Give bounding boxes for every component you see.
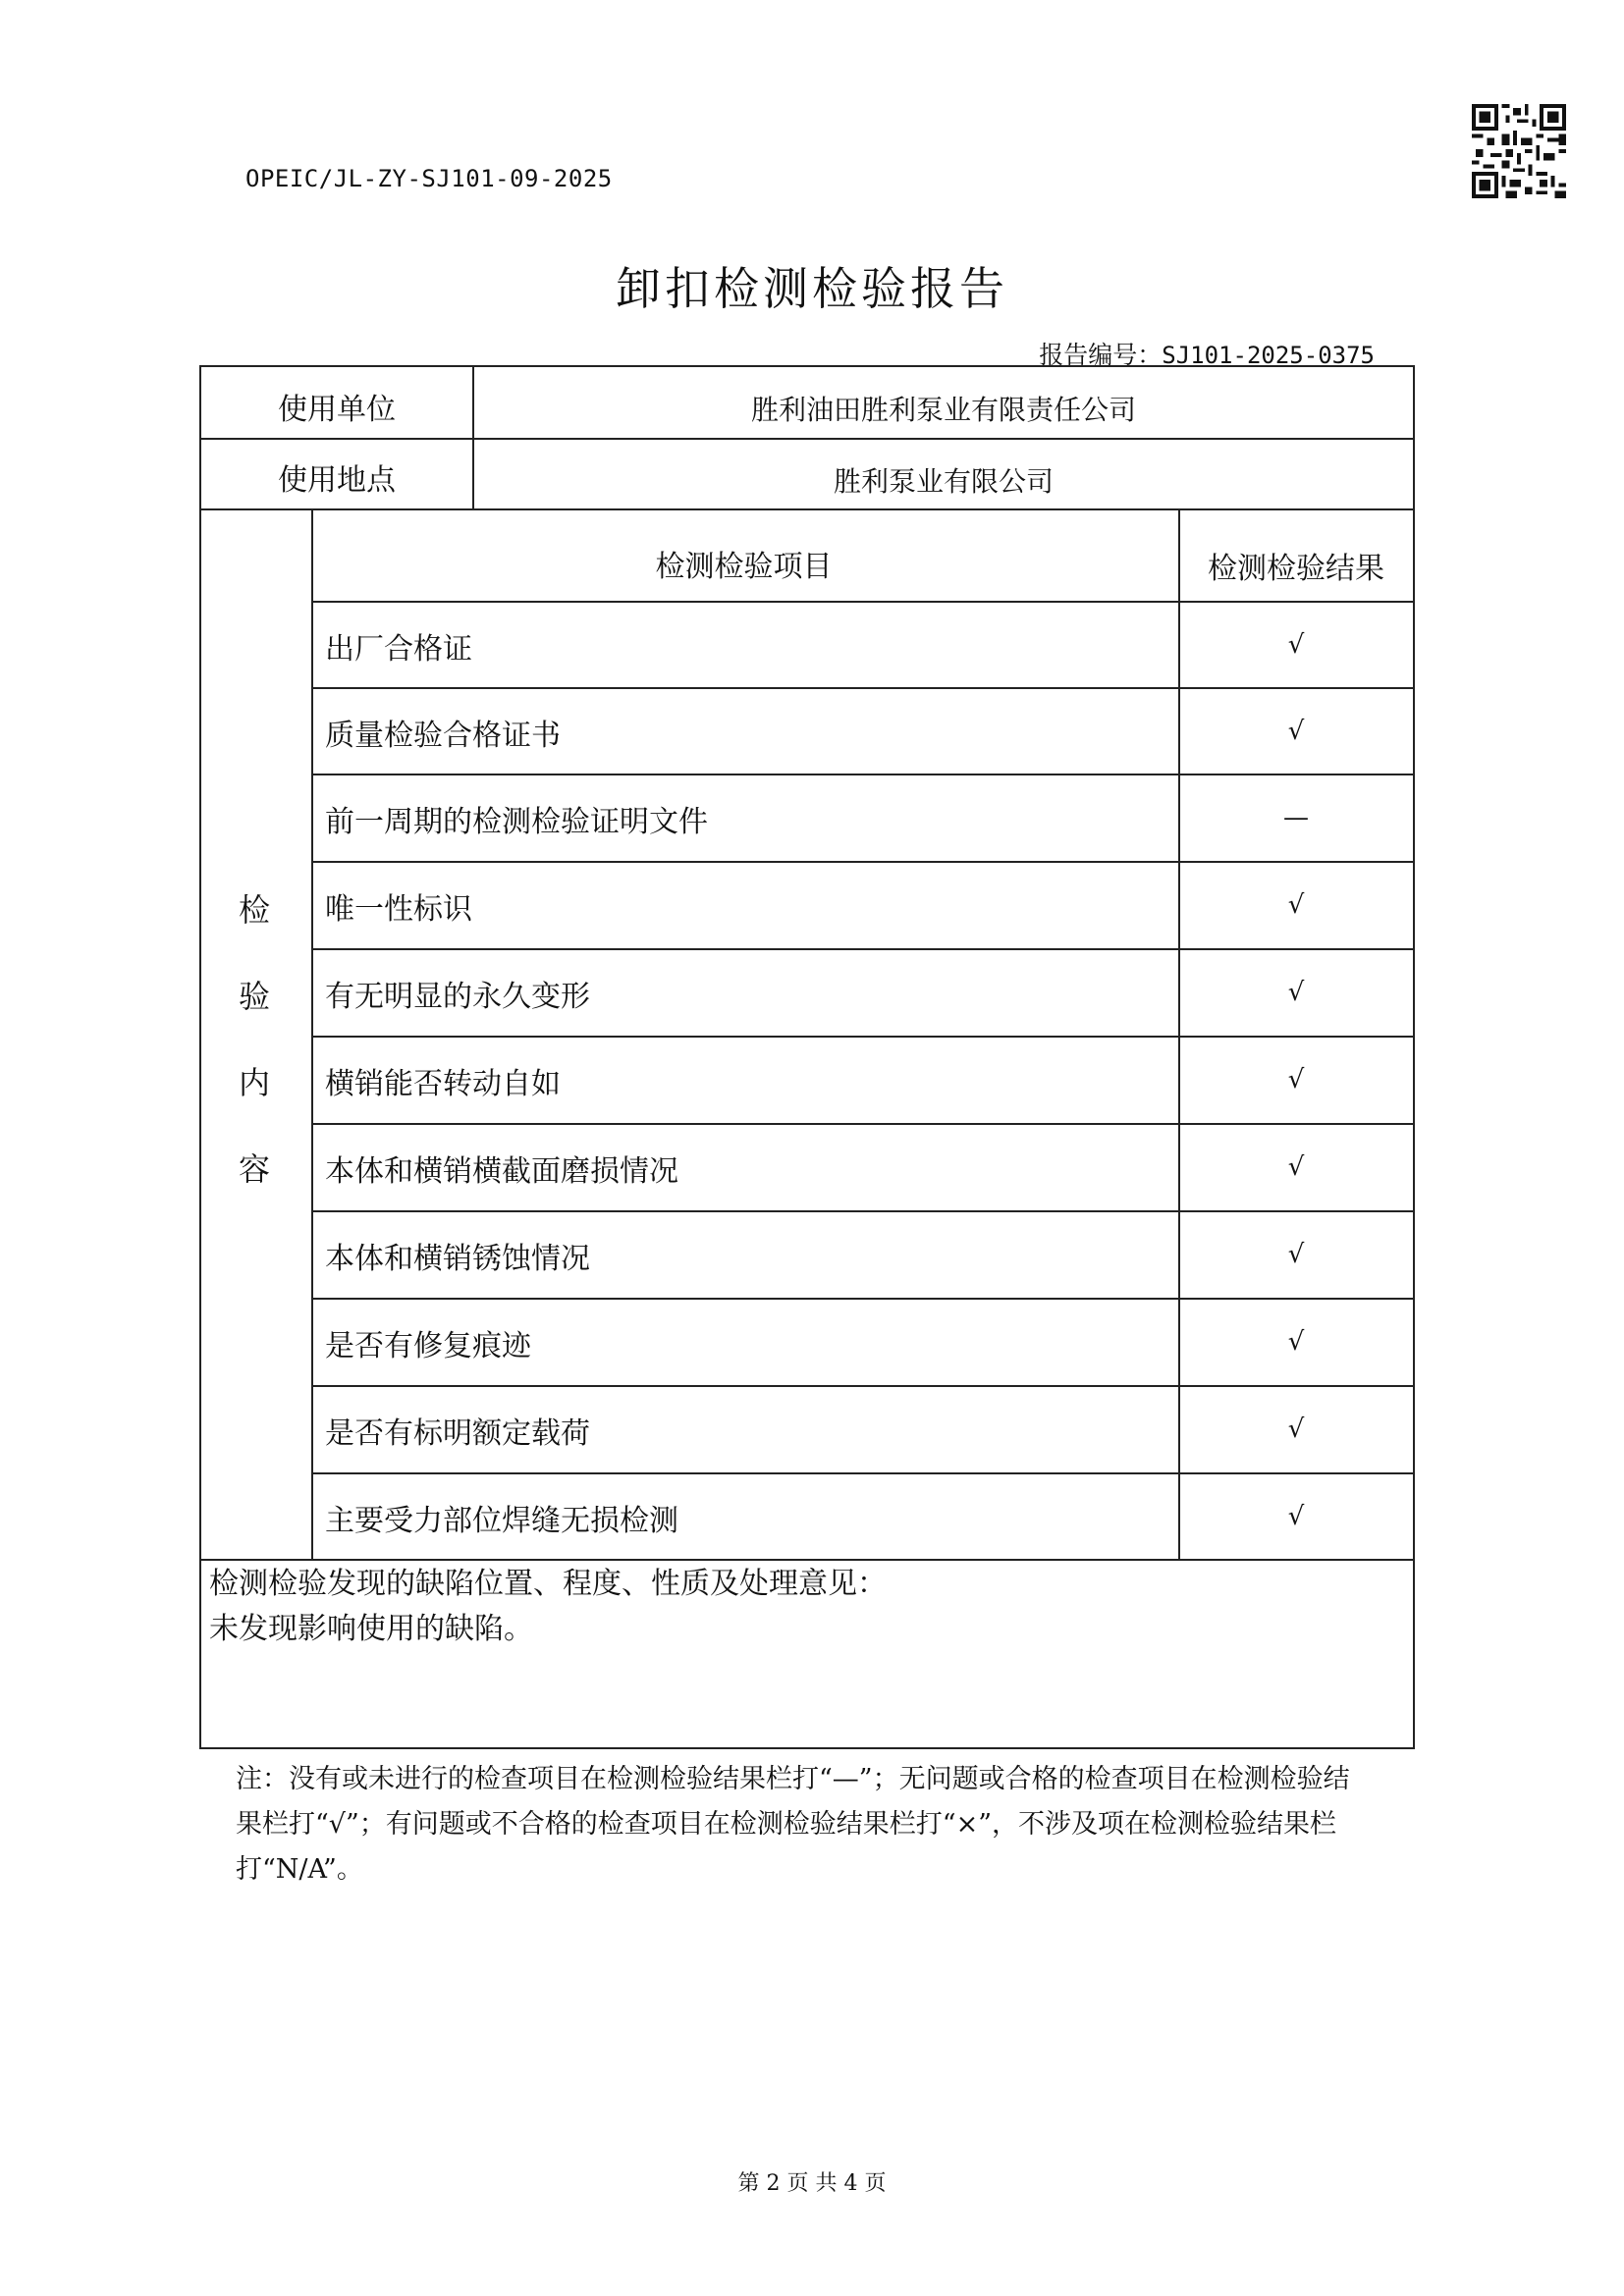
inspection-result: √ bbox=[1287, 1415, 1305, 1444]
inspection-result: √ bbox=[1287, 717, 1305, 746]
inspection-result: √ bbox=[1287, 1502, 1305, 1531]
inspection-item: 主要受力部位焊缝无损检测 bbox=[325, 1504, 678, 1538]
report-title: 卸扣检测检验报告 bbox=[616, 262, 1008, 315]
inspection-item: 有无明显的永久变形 bbox=[325, 980, 590, 1014]
inspection-result: — bbox=[1283, 803, 1309, 832]
side-label-char: 内 bbox=[238, 1064, 270, 1101]
inspection-result: √ bbox=[1287, 630, 1305, 660]
side-label-char: 容 bbox=[238, 1150, 270, 1188]
inspection-result: √ bbox=[1287, 890, 1305, 920]
inspection-result: √ bbox=[1287, 1240, 1305, 1269]
inspection-item: 是否有修复痕迹 bbox=[325, 1329, 531, 1363]
inspection-result: √ bbox=[1287, 1327, 1305, 1357]
qr-code bbox=[1471, 104, 1567, 198]
inspection-result: √ bbox=[1287, 1152, 1305, 1182]
defects-text: 未发现影响使用的缺陷。 bbox=[209, 1612, 533, 1646]
column-header-item: 检测检验项目 bbox=[655, 550, 833, 584]
defects-label: 检测检验发现的缺陷位置、程度、性质及处理意见： bbox=[209, 1567, 887, 1601]
location-label: 使用地点 bbox=[278, 463, 396, 498]
side-label-char: 验 bbox=[238, 978, 270, 1015]
inspection-item: 本体和横销横截面磨损情况 bbox=[325, 1154, 678, 1189]
inspection-item: 是否有标明额定载荷 bbox=[325, 1416, 590, 1451]
inspection-item: 横销能否转动自如 bbox=[325, 1067, 561, 1101]
inspection-item: 前一周期的检测检验证明文件 bbox=[325, 805, 708, 839]
side-label-char: 检 bbox=[238, 891, 270, 929]
inspection-item: 出厂合格证 bbox=[325, 632, 472, 667]
column-header-result: 检测检验结果 bbox=[1208, 552, 1384, 586]
unit-label: 使用单位 bbox=[278, 393, 396, 427]
inspection-item: 本体和横销锈蚀情况 bbox=[325, 1242, 590, 1276]
inspection-item: 唯一性标识 bbox=[325, 892, 472, 927]
location-value: 胜利泵业有限公司 bbox=[833, 465, 1054, 498]
inspection-result: √ bbox=[1287, 978, 1305, 1007]
report-number-label: 报告编号： bbox=[1039, 341, 1163, 369]
report-number-value: SJ101-2025-0375 bbox=[1162, 342, 1375, 369]
page-number: 第 2 页 共 4 页 bbox=[737, 2171, 887, 2196]
note-text: 注：没有或未进行的检查项目在检测检验结果栏打“—”；无问题或合格的检查项目在检测检验结果栏打“√”；有问题或不合格的检查项目在检测检验结果栏打“×”，不涉及项在检测检验结果栏打“N/A”。 bbox=[236, 1764, 1350, 1885]
inspection-item: 质量检验合格证书 bbox=[325, 719, 561, 753]
document-code: OPEIC/JL-ZY-SJ101-09-2025 bbox=[245, 165, 613, 192]
inspection-result: √ bbox=[1287, 1065, 1305, 1095]
unit-value: 胜利油田胜利泵业有限责任公司 bbox=[750, 394, 1136, 426]
